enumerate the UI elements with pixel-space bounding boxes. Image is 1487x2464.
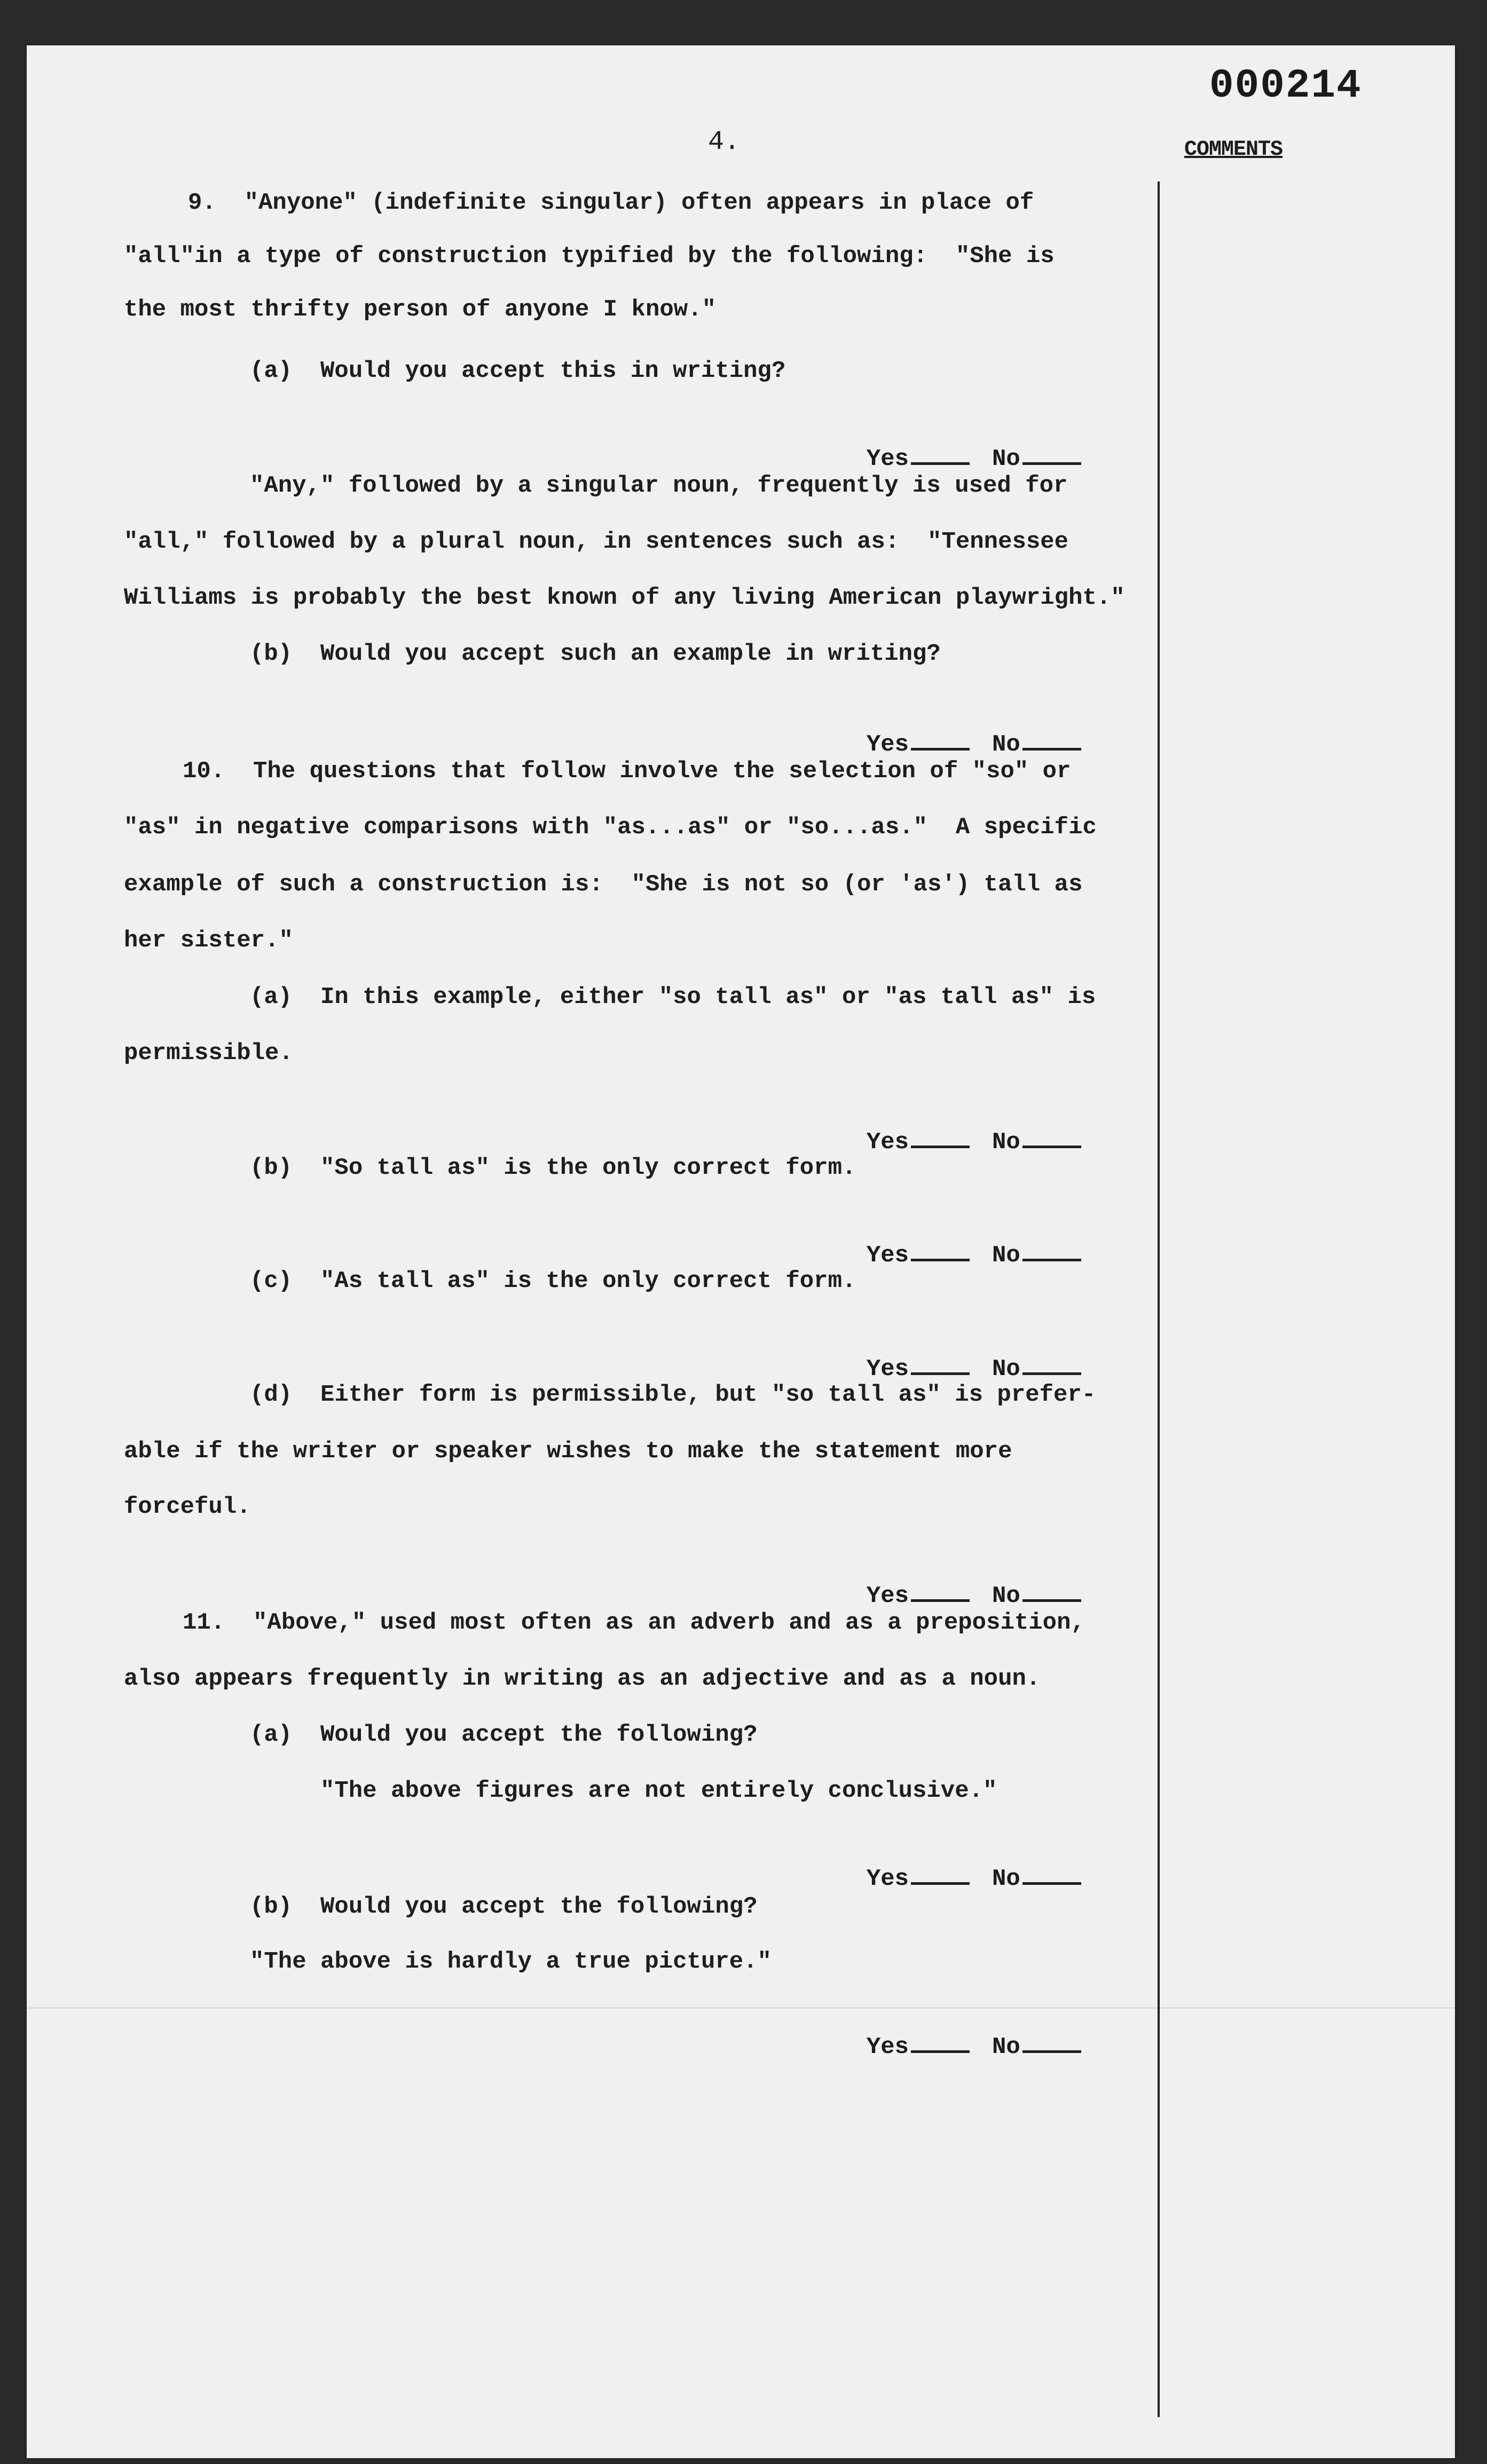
q10d-line-1: (d) Either form is permissible, but "so tall as" is prefer- [250, 1381, 1096, 1408]
document-number: 000214 [1209, 63, 1362, 109]
no-label: No [992, 731, 1020, 758]
no-blank[interactable] [1022, 443, 1081, 465]
page-number: 4. [708, 127, 741, 157]
yes-blank[interactable] [911, 1126, 970, 1148]
no-label: No [992, 1583, 1020, 1609]
q10b-answer[interactable] [838, 1213, 1081, 1269]
q10-line-4: her sister." [124, 927, 293, 954]
q10d-line-3: forceful. [124, 1494, 251, 1520]
paper-sheet [27, 45, 1455, 2458]
no-blank[interactable] [1022, 1863, 1081, 1885]
yes-blank[interactable] [911, 1353, 970, 1375]
yes-label: Yes [866, 731, 909, 758]
q9-line-3: the most thrifty person of anyone I know." [124, 296, 716, 323]
q11-line-2: also appears frequently in writing as an adjective and as a noun. [124, 1665, 1041, 1692]
q9b-answer[interactable] [838, 702, 1081, 758]
yes-blank[interactable] [911, 729, 970, 751]
yes-blank[interactable] [911, 443, 970, 465]
q10a-answer[interactable] [838, 1100, 1081, 1156]
q9b-question: (b) Would you accept such an example in writing? [250, 641, 941, 667]
q11b-question: (b) Would you accept the following? [250, 1893, 758, 1920]
no-label: No [992, 1356, 1020, 1383]
yes-blank[interactable] [911, 1863, 970, 1885]
no-label: No [992, 446, 1020, 472]
yes-label: Yes [866, 2034, 909, 2060]
yes-label: Yes [866, 1866, 909, 1892]
yes-blank[interactable] [911, 1580, 970, 1602]
q9b-intro-line-3: Williams is probably the best known of any living American playwright." [124, 585, 1125, 611]
paper-fold [27, 2007, 1455, 2009]
yes-label: Yes [866, 446, 909, 472]
q9-line-1: 9. "Anyone" (indefinite singular) often appears in place of [188, 189, 1034, 216]
q9b-intro-line-1: "Any," followed by a singular noun, frequently is used for [250, 472, 1068, 499]
q9a-question: (a) Would you accept this in writing? [250, 358, 786, 384]
q11a-question: (a) Would you accept the following? [250, 1721, 758, 1748]
q11a-answer[interactable] [838, 1836, 1081, 1892]
yes-label: Yes [866, 1129, 909, 1156]
yes-label: Yes [866, 1583, 909, 1609]
comments-column-rule [1158, 181, 1160, 2417]
yes-blank[interactable] [911, 1239, 970, 1261]
q9b-intro-line-2: "all," followed by a plural noun, in sentences such as: "Tennessee [124, 528, 1069, 555]
q9-line-2: "all"in a type of construction typified by the following: "She is [124, 243, 1055, 270]
q11b-example: "The above is hardly a true picture." [250, 1948, 772, 1975]
q10-line-1: 10. The questions that follow involve the selection of "so" or [183, 758, 1071, 785]
yes-label: Yes [866, 1356, 909, 1383]
no-blank[interactable] [1022, 2031, 1081, 2053]
comments-heading: COMMENTS [1184, 138, 1283, 162]
q10d-line-2: able if the writer or speaker wishes to make the statement more [124, 1438, 1012, 1465]
q11-line-1: 11. "Above," used most often as an adverb and as a preposition, [183, 1609, 1085, 1636]
no-blank[interactable] [1022, 729, 1081, 751]
no-label: No [992, 1129, 1020, 1156]
q10-line-3: example of such a construction is: "She is not so (or 'as') tall as [124, 871, 1083, 898]
yes-label: Yes [866, 1242, 909, 1269]
no-blank[interactable] [1022, 1580, 1081, 1602]
q10a-line-1: (a) In this example, either "so tall as" or "as tall as" is [250, 984, 1096, 1010]
q10-line-2: "as" in negative comparisons with "as...as" or "so...as." A specific [124, 814, 1097, 841]
no-blank[interactable] [1022, 1353, 1081, 1375]
q10a-line-2: permissible. [124, 1040, 293, 1067]
q11b-answer[interactable] [838, 2004, 1081, 2060]
q11a-example: "The above figures are not entirely conclusive." [320, 1778, 997, 1804]
q9a-answer[interactable] [838, 416, 1081, 472]
no-blank[interactable] [1022, 1126, 1081, 1148]
no-label: No [992, 2034, 1020, 2060]
q10c-answer[interactable] [838, 1326, 1081, 1383]
no-label: No [992, 1242, 1020, 1269]
q10d-answer[interactable] [838, 1553, 1081, 1609]
no-label: No [992, 1866, 1020, 1892]
q10c-question: (c) "As tall as" is the only correct form. [250, 1268, 856, 1294]
q10b-question: (b) "So tall as" is the only correct form. [250, 1155, 856, 1181]
yes-blank[interactable] [911, 2031, 970, 2053]
no-blank[interactable] [1022, 1239, 1081, 1261]
